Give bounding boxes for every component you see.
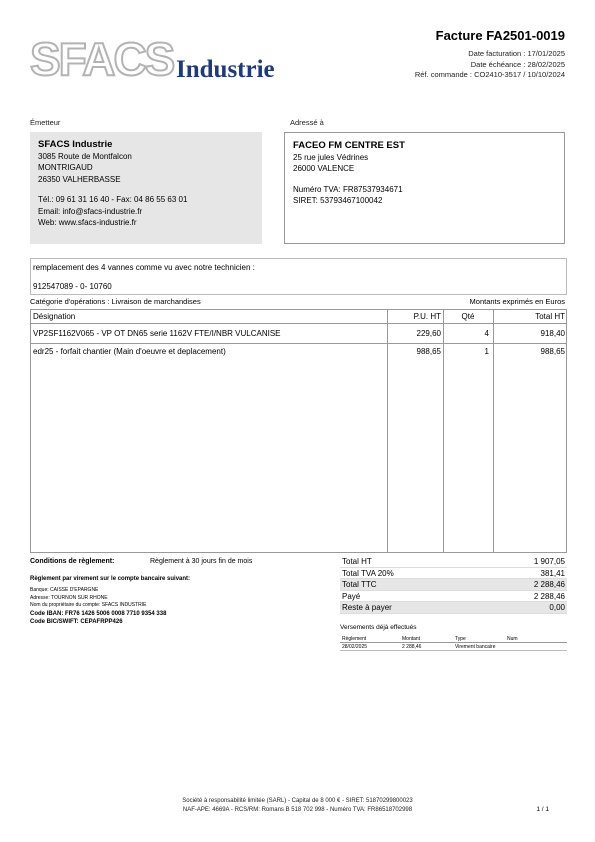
recipient-box bbox=[284, 132, 565, 244]
emitter-box bbox=[30, 132, 262, 244]
payment-type: Virement bancaire bbox=[455, 644, 496, 650]
header-quantity: Qté bbox=[461, 312, 475, 321]
total-ht-value: 1 907,05 bbox=[533, 557, 565, 566]
row-designation: VP2SF1162V065 - VP OT DN65 serie 1162V FTE/I/NBR VULCANISE bbox=[33, 329, 281, 338]
total-tva-value: 381,41 bbox=[540, 568, 565, 578]
emitter-label: Émetteur bbox=[30, 118, 61, 127]
header-designation: Désignation bbox=[33, 312, 76, 321]
footer-line-2: NAF-APE: 4669A - RCS/RM: Romans B 518 702 998 - Numéro TVA: FR86518702998 bbox=[182, 807, 413, 813]
total-tva-label: Total TVA 20% bbox=[342, 568, 394, 578]
header-amount: Montant bbox=[402, 636, 421, 642]
row-unit-price: 988,65 bbox=[416, 347, 441, 356]
payments-table-header bbox=[340, 635, 567, 643]
total-ttc-value: 2 288,46 bbox=[533, 580, 565, 589]
row-quantity: 4 bbox=[484, 329, 489, 338]
paid-value: 2 288,46 bbox=[533, 591, 565, 601]
row-total: 988,65 bbox=[540, 347, 565, 356]
bank-transfer-title: Règlement par virement sur le compte bancaire suivant: bbox=[30, 576, 191, 582]
total-ht-label: Total HT bbox=[342, 557, 372, 566]
emitter-address-2: MONTRIGAUD bbox=[38, 163, 93, 172]
emitter-web[interactable]: Web: www.sfacs-industrie.fr bbox=[38, 218, 137, 227]
invoice-title: Facture FA2501-0019 bbox=[435, 28, 565, 43]
payment-amount: 2 288,46 bbox=[402, 644, 422, 650]
comment-box bbox=[30, 258, 567, 295]
payment-conditions-value: Règlement à 30 jours fin de mois bbox=[150, 558, 253, 565]
page-number: 1 / 1 bbox=[536, 806, 549, 813]
header-type: Type bbox=[455, 636, 466, 642]
emitter-name: SFACS Industrie bbox=[38, 139, 113, 150]
footer-line-1: Société à responsabilité limitée (SARL) - Capital de 8 000 € - SIRET: 51870299800023 bbox=[182, 798, 413, 804]
row-divider bbox=[31, 343, 566, 344]
invoice-date: Date facturation : 17/01/2025 bbox=[468, 49, 565, 58]
emitter-address-1: 3085 Route de Montfalcon bbox=[38, 151, 132, 161]
items-table bbox=[30, 309, 567, 553]
remaining-value: 0,00 bbox=[549, 603, 565, 612]
total-ht-row bbox=[340, 556, 567, 568]
paid-label: Payé bbox=[342, 591, 361, 601]
comment-line-2: 912547089 - 0- 10760 bbox=[33, 282, 112, 291]
payments-made-title: Versements déjà effectués bbox=[340, 624, 417, 631]
total-tva-row bbox=[340, 568, 567, 580]
payments-made-table bbox=[340, 635, 567, 651]
totals-box bbox=[340, 556, 567, 614]
remaining-row bbox=[340, 602, 567, 614]
invoice-due-date: Date échéance : 28/02/2025 bbox=[470, 59, 565, 69]
header-total: Total HT bbox=[535, 312, 565, 321]
legal-footer bbox=[0, 797, 595, 815]
invoice-header bbox=[415, 28, 565, 81]
total-ttc-label: Total TTC bbox=[342, 580, 377, 589]
operation-category: Catégorie d'opérations : Livraison de marchandises bbox=[30, 297, 201, 306]
row-unit-price: 229,60 bbox=[416, 329, 441, 338]
paid-row bbox=[340, 591, 567, 603]
recipient-name: FACEO FM CENTRE EST bbox=[293, 140, 405, 151]
comment-line-1: remplacement des 4 vannes comme vu avec notre technicien : bbox=[33, 263, 255, 272]
company-logo bbox=[30, 35, 290, 85]
account-owner: Nom du propriétaire du compte: SFACS INDUSTRIE bbox=[30, 602, 147, 608]
invoice-order-ref: Réf. commande : CO2410-3517 / 10/10/2024 bbox=[414, 70, 565, 79]
emitter-email[interactable]: Email: info@sfacs-industrie.fr bbox=[38, 206, 143, 216]
payment-date: 28/02/2025 bbox=[342, 644, 368, 650]
recipient-label: Adressé à bbox=[290, 118, 324, 127]
bic-code: Code BIC/SWIFT: CEPAFRPP426 bbox=[30, 618, 123, 625]
iban-code: Code IBAN: FR76 1426 5006 0008 7710 9354 338 bbox=[30, 610, 167, 617]
items-table-header bbox=[31, 310, 566, 324]
bank-address: Adresse: TOURNON SUR RHONE bbox=[30, 594, 108, 601]
header-number: Num bbox=[507, 636, 518, 642]
total-ttc-row bbox=[340, 579, 567, 591]
row-total: 918,40 bbox=[540, 329, 565, 338]
recipient-address-1: 25 rue jules Védrines bbox=[293, 152, 369, 162]
emitter-address-3: 26350 VALHERBASSE bbox=[38, 174, 121, 184]
header-unit-price: P.U. HT bbox=[413, 312, 441, 321]
recipient-vat: Numéro TVA: FR87537934671 bbox=[293, 184, 403, 194]
logo-mark: SFACS bbox=[30, 35, 174, 85]
header-payment-date: Règlement bbox=[342, 636, 367, 642]
recipient-address-2: 26000 VALENCE bbox=[293, 164, 355, 173]
table-row bbox=[340, 643, 567, 651]
currency-note: Montants exprimés en Euros bbox=[469, 297, 565, 306]
logo-word: Industrie bbox=[176, 56, 275, 83]
recipient-siret: SIRET: 53793467100042 bbox=[293, 196, 383, 205]
emitter-phone: Tél.: 09 61 31 16 40 - Fax: 04 86 55 63 01 bbox=[38, 195, 188, 204]
bank-details bbox=[30, 587, 166, 626]
remaining-label: Reste à payer bbox=[342, 603, 392, 612]
row-designation: edr25 - forfait chantier (Main d'oeuvre et deplacement) bbox=[33, 347, 226, 356]
bank-name: Banque: CAISSE D'EPARGNE bbox=[30, 587, 99, 593]
row-quantity: 1 bbox=[484, 347, 489, 356]
payment-conditions-label: Conditions de règlement: bbox=[30, 558, 115, 565]
